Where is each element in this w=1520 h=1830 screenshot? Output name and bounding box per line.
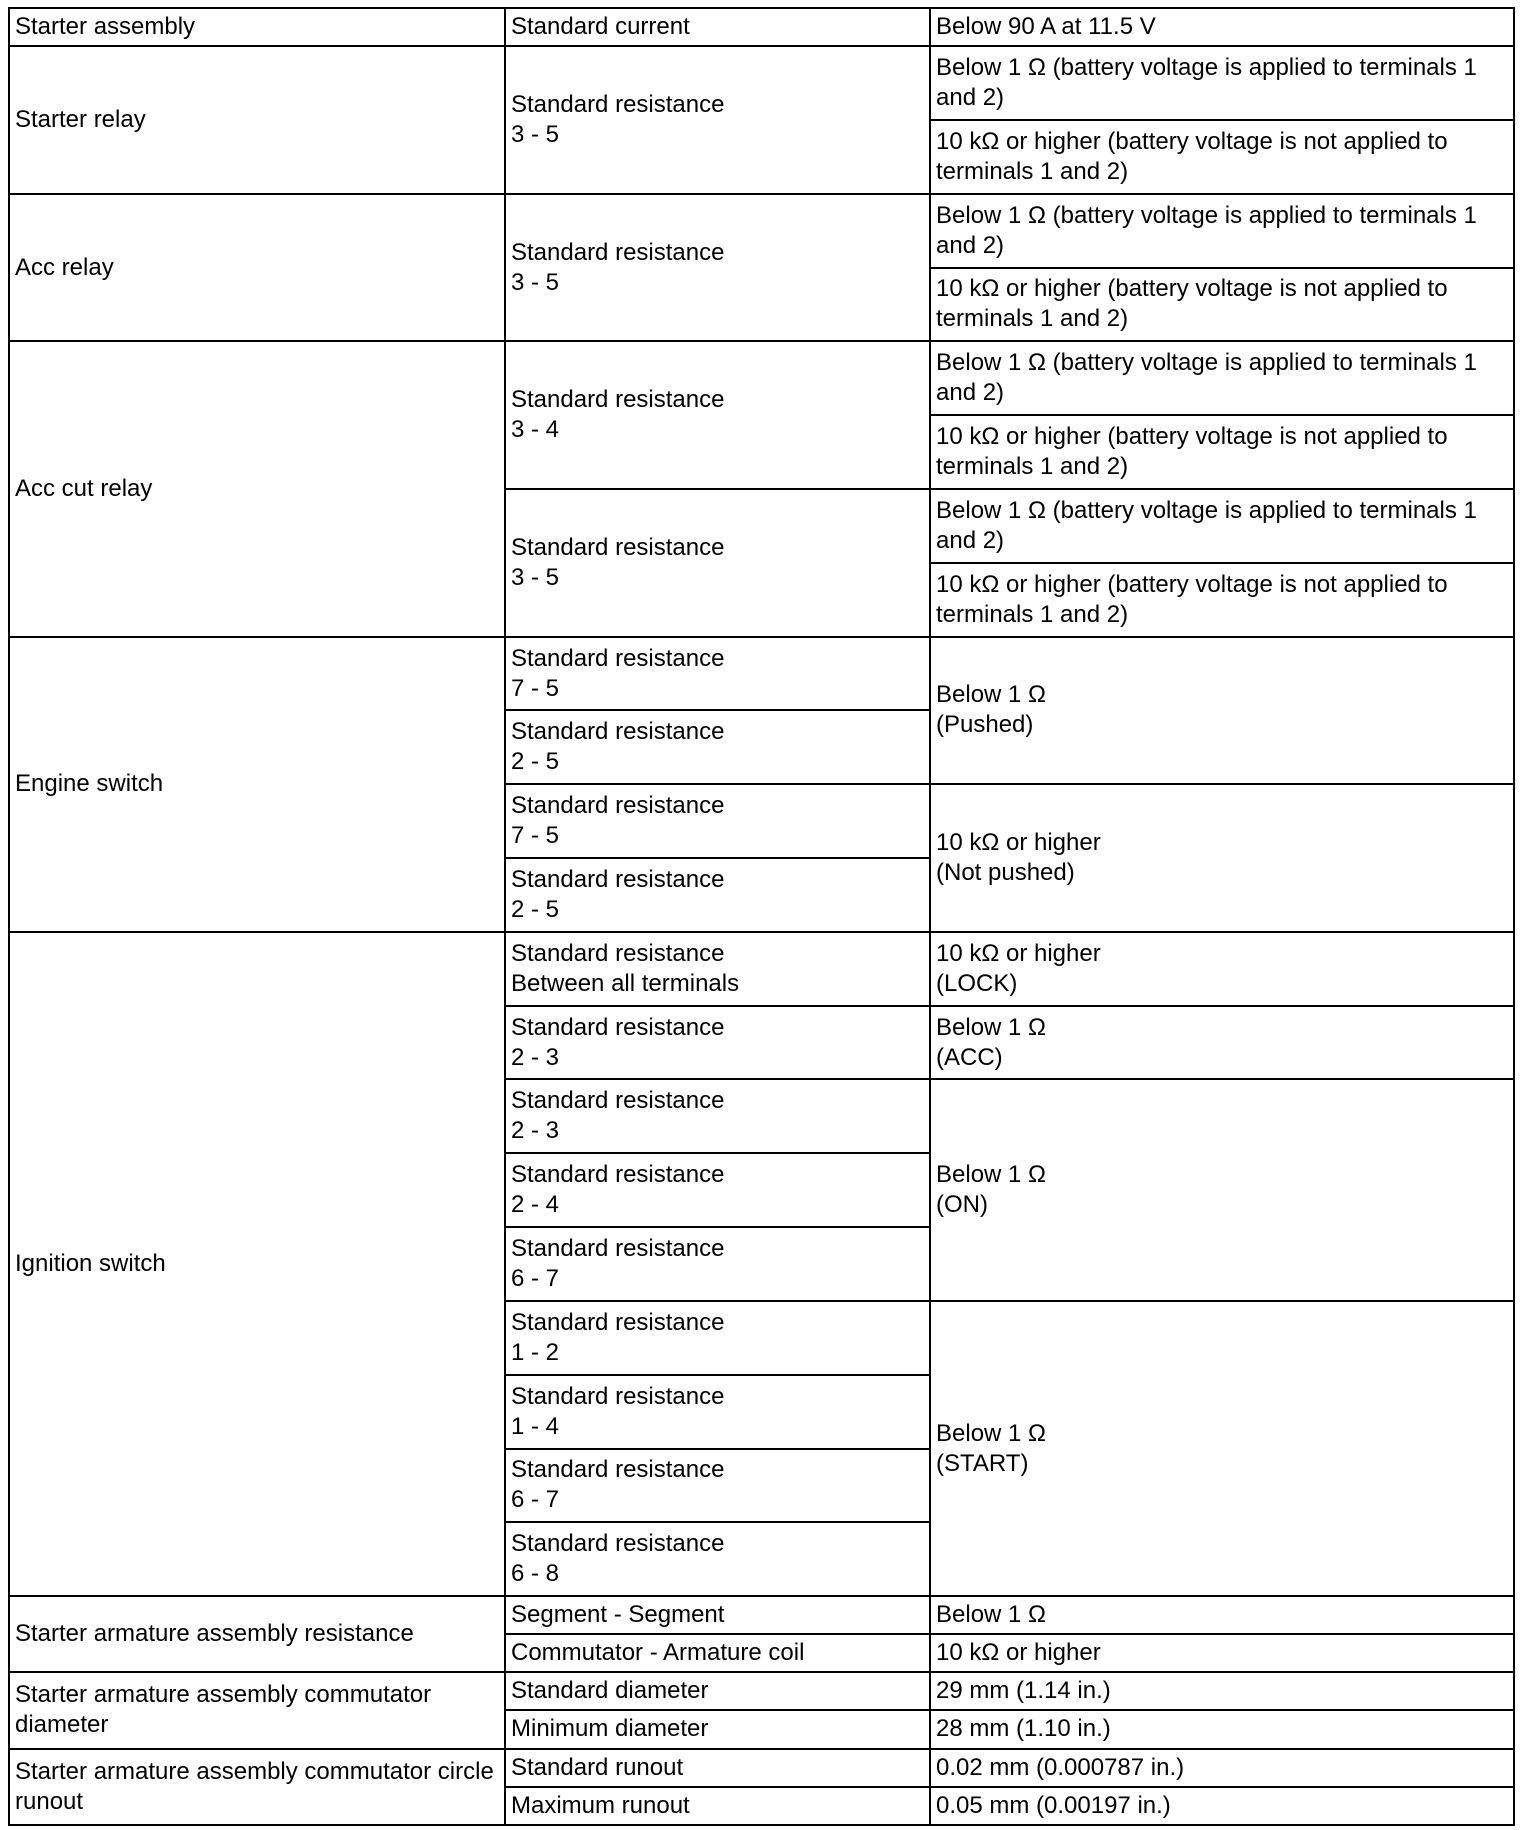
table-cell: 0.05 mm (0.00197 in.) bbox=[930, 1787, 1514, 1825]
table-cell: Below 1 Ω (START) bbox=[930, 1301, 1514, 1596]
table-cell: Acc relay bbox=[9, 194, 505, 342]
table-row bbox=[9, 1749, 1514, 1787]
table-cell: Minimum diameter bbox=[505, 1710, 930, 1748]
table-cell: Segment - Segment bbox=[505, 1596, 930, 1634]
table-row bbox=[9, 194, 1514, 268]
table-cell: Below 90 A at 11.5 V bbox=[930, 8, 1514, 46]
table-cell: Standard resistance 7 - 5 bbox=[505, 637, 930, 711]
table-cell: Standard resistance 2 - 5 bbox=[505, 710, 930, 784]
table-cell: Standard resistance 3 - 4 bbox=[505, 341, 930, 489]
table-cell: Standard resistance 3 - 5 bbox=[505, 46, 930, 194]
table-cell: 29 mm (1.14 in.) bbox=[930, 1672, 1514, 1710]
table-cell: Starter armature assembly resistance bbox=[9, 1596, 505, 1672]
table-cell: 0.02 mm (0.000787 in.) bbox=[930, 1749, 1514, 1787]
table-row bbox=[9, 1672, 1514, 1710]
table-cell: Below 1 Ω (ON) bbox=[930, 1079, 1514, 1300]
table-cell: Standard resistance 6 - 8 bbox=[505, 1522, 930, 1596]
table-cell: 10 kΩ or higher (Not pushed) bbox=[930, 784, 1514, 932]
table-cell: 10 kΩ or higher (battery voltage is not applied to terminals 1 and 2) bbox=[930, 268, 1514, 342]
table-cell: Engine switch bbox=[9, 637, 505, 932]
table-cell: Below 1 Ω (ACC) bbox=[930, 1006, 1514, 1080]
table-cell: Below 1 Ω bbox=[930, 1596, 1514, 1634]
table-cell: 10 kΩ or higher (LOCK) bbox=[930, 932, 1514, 1006]
spec-table-body bbox=[9, 8, 1514, 1825]
table-row bbox=[9, 932, 1514, 1006]
table-cell: Standard resistance 7 - 5 bbox=[505, 784, 930, 858]
table-cell: Standard resistance 2 - 4 bbox=[505, 1153, 930, 1227]
table-cell: Standard resistance 2 - 3 bbox=[505, 1006, 930, 1080]
table-row bbox=[9, 46, 1514, 120]
table-cell: Standard resistance 6 - 7 bbox=[505, 1449, 930, 1523]
table-cell: 10 kΩ or higher (battery voltage is not applied to terminals 1 and 2) bbox=[930, 120, 1514, 194]
table-cell: Starter relay bbox=[9, 46, 505, 194]
table-row bbox=[9, 8, 1514, 46]
spec-table bbox=[8, 7, 1515, 1826]
table-cell: Standard runout bbox=[505, 1749, 930, 1787]
table-cell: Standard diameter bbox=[505, 1672, 930, 1710]
table-cell: Commutator - Armature coil bbox=[505, 1634, 930, 1672]
table-cell: Standard current bbox=[505, 8, 930, 46]
table-cell: Standard resistance 3 - 5 bbox=[505, 194, 930, 342]
table-cell: Acc cut relay bbox=[9, 341, 505, 636]
table-cell: Starter assembly bbox=[9, 8, 505, 46]
table-cell: Maximum runout bbox=[505, 1787, 930, 1825]
table-cell: 28 mm (1.10 in.) bbox=[930, 1710, 1514, 1748]
table-cell: Standard resistance 6 - 7 bbox=[505, 1227, 930, 1301]
table-cell: 10 kΩ or higher (battery voltage is not applied to terminals 1 and 2) bbox=[930, 415, 1514, 489]
table-cell: Below 1 Ω (battery voltage is applied to terminals 1 and 2) bbox=[930, 46, 1514, 120]
table-cell: Below 1 Ω (battery voltage is applied to terminals 1 and 2) bbox=[930, 341, 1514, 415]
table-row bbox=[9, 637, 1514, 711]
table-cell: Below 1 Ω (battery voltage is applied to terminals 1 and 2) bbox=[930, 489, 1514, 563]
table-cell: Ignition switch bbox=[9, 932, 505, 1596]
table-cell: Below 1 Ω (Pushed) bbox=[930, 637, 1514, 785]
table-cell: Standard resistance 2 - 5 bbox=[505, 858, 930, 932]
table-cell: Standard resistance Between all terminals bbox=[505, 932, 930, 1006]
table-cell: Standard resistance 1 - 2 bbox=[505, 1301, 930, 1375]
table-cell: Standard resistance 3 - 5 bbox=[505, 489, 930, 637]
table-cell: Starter armature assembly commutator circle runout bbox=[9, 1749, 505, 1825]
table-row bbox=[9, 341, 1514, 415]
table-row bbox=[9, 1596, 1514, 1634]
table-cell: Standard resistance 2 - 3 bbox=[505, 1079, 930, 1153]
table-cell: Starter armature assembly commutator diameter bbox=[9, 1672, 505, 1748]
table-cell: 10 kΩ or higher bbox=[930, 1634, 1514, 1672]
table-cell: 10 kΩ or higher (battery voltage is not applied to terminals 1 and 2) bbox=[930, 563, 1514, 637]
table-cell: Standard resistance 1 - 4 bbox=[505, 1375, 930, 1449]
table-cell: Below 1 Ω (battery voltage is applied to terminals 1 and 2) bbox=[930, 194, 1514, 268]
